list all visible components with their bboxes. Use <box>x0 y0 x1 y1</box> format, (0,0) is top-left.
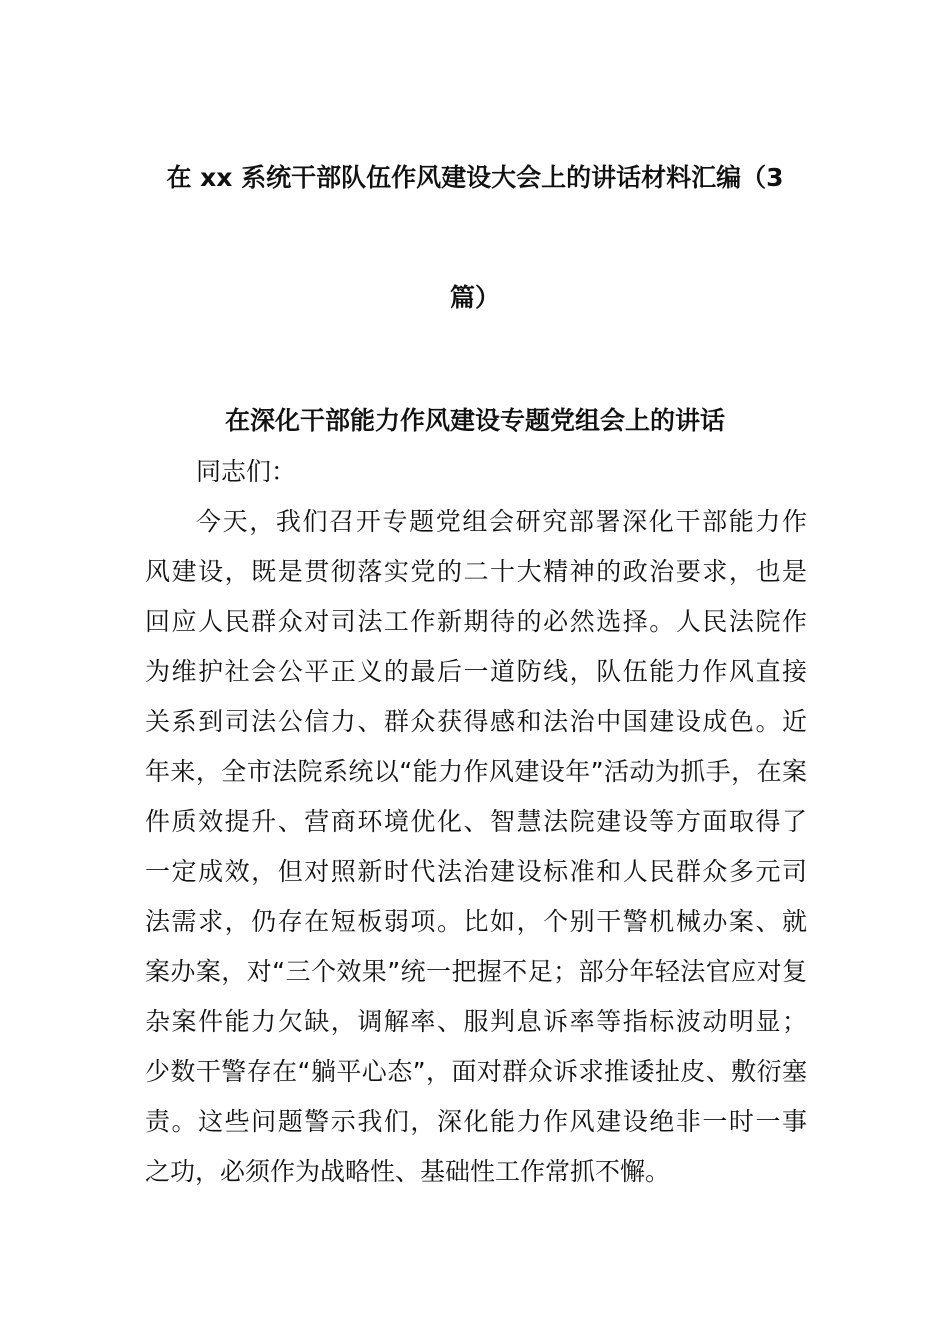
document-title-line-2: 篇） <box>449 283 500 312</box>
paragraph-line: 责。这些问题警示我们，深化能力作风建设绝非一时一事 <box>145 1107 807 1136</box>
paragraph-line: 法需求，仍存在短板弱项。比如，个别干警机械办案、就 <box>145 907 807 936</box>
salutation: 同志们： <box>196 457 297 486</box>
paragraph-line: 今天，我们召开专题党组会研究部署深化干部能力作 <box>196 507 807 536</box>
paragraph-line: 风建设，既是贯彻落实党的二十大精神的政治要求，也是 <box>145 557 807 586</box>
paragraph-line: 杂案件能力欠缺，调解率、服判息诉率等指标波动明显； <box>145 1007 807 1036</box>
document-title-line-1: 在 xx 系统干部队伍作风建设大会上的讲话材料汇编（3 <box>166 163 784 192</box>
paragraph-line: 年来，全市法院系统以“能力作风建设年”活动为抓手，在案 <box>145 757 807 786</box>
paragraph-line: 为维护社会公平正义的最后一道防线，队伍能力作风直接 <box>145 657 807 686</box>
paragraph-line: 案办案，对“三个效果”统一把握不足；部分年轻法官应对复 <box>145 957 807 986</box>
paragraph-line: 件质效提升、营商环境优化、智慧法院建设等方面取得了 <box>145 807 807 836</box>
paragraph-line: 之功，必须作为战略性、基础性工作常抓不懈。 <box>145 1157 671 1186</box>
paragraph-line: 少数干警存在“躺平心态”，面对群众诉求推诿扯皮、敷衍塞 <box>145 1057 807 1086</box>
speech-title: 在深化干部能力作风建设专题党组会上的讲话 <box>224 406 725 435</box>
paragraph-line: 回应人民群众对司法工作新期待的必然选择。人民法院作 <box>145 607 807 636</box>
paragraph-line: 关系到司法公信力、群众获得感和法治中国建设成色。近 <box>145 707 807 736</box>
paragraph-line: 一定成效，但对照新时代法治建设标准和人民群众多元司 <box>145 857 807 886</box>
body-paragraph <box>145 505 807 1205</box>
